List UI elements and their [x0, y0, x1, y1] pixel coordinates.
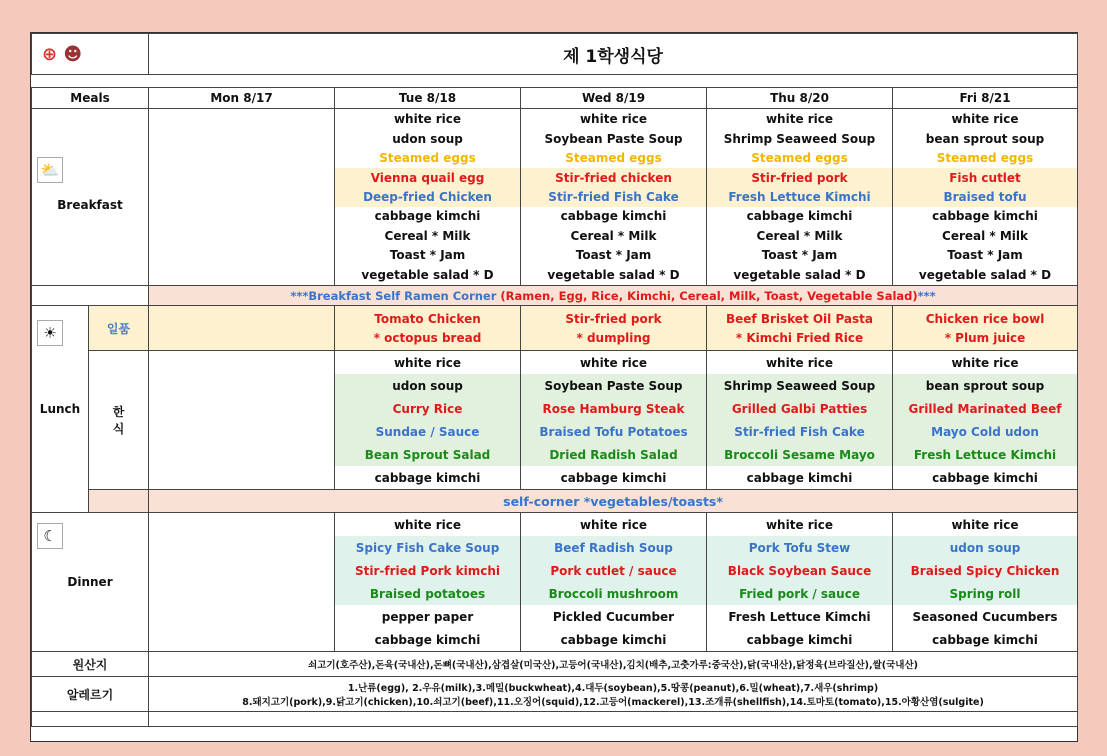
menu-item: Vienna quail egg	[335, 168, 520, 187]
day-header: Thu 8/20	[707, 88, 893, 109]
menu-item: Toast * Jam	[761, 248, 838, 263]
menu-item: cabbage kimchi	[560, 209, 667, 224]
menu-item: cabbage kimchi	[374, 470, 481, 485]
day-header: Tue 8/18	[335, 88, 521, 109]
robot-icon: ⊕	[42, 43, 58, 65]
menu-item: vegetable salad * D	[918, 267, 1052, 282]
dinner-day-3	[707, 513, 893, 652]
ilpum-item: * Kimchi Fried Rice	[735, 330, 864, 345]
menu-item: Toast * Jam	[947, 248, 1023, 263]
menu-item: Fried pork / sauce	[707, 582, 892, 605]
menu-item: Curry Rice	[335, 397, 520, 420]
menu-item: Deep-fried Chicken	[335, 187, 520, 206]
menu-item: cabbage kimchi	[374, 632, 481, 647]
menu-item: white rice	[579, 355, 648, 370]
menu-item: white rice	[765, 112, 834, 127]
meals-label: Meals	[32, 88, 149, 109]
menu-item: udon soup	[893, 536, 1077, 559]
menu-item: Rose Hamburg Steak	[521, 397, 706, 420]
menu-item: Pork Tofu Stew	[707, 536, 892, 559]
menu-item: Cereal * Milk	[570, 228, 657, 243]
menu-item: Stir-fried chicken	[521, 168, 706, 187]
menu-item: Steamed eggs	[565, 151, 662, 166]
menu-item: white rice	[951, 517, 1019, 532]
menu-item: Black Soybean Sauce	[707, 559, 892, 582]
ilpum-label: 일품	[89, 306, 149, 351]
breakfast-day-4	[893, 109, 1078, 286]
footer-row	[32, 712, 1078, 727]
dinner-label: Dinner	[67, 575, 113, 589]
menu-item: Toast * Jam	[575, 248, 652, 263]
allergy-text	[149, 677, 1078, 712]
girl-icon: ☻	[63, 43, 83, 65]
ilpum-item: Stir-fried pork	[565, 311, 662, 326]
menu-item: Pickled Cucumber	[552, 609, 675, 624]
menu-item: Fresh Lettuce Kimchi	[893, 443, 1077, 466]
dinner-day-1	[335, 513, 521, 652]
ilpum-day-1	[335, 306, 521, 351]
lunch-label: Lunch	[39, 402, 81, 416]
menu-item: white rice	[393, 517, 462, 532]
breakfast-label: Breakfast	[57, 198, 123, 212]
menu-item: cabbage kimchi	[560, 470, 667, 485]
sun-icon: ☀	[37, 320, 63, 346]
allergy-line-1: 1.난류(egg), 2.우유(milk),3.메밀(buckwheat),4.대두(soybean),5.땅콩(peanut),6.밀(wheat),7.새우(shrimp)	[347, 683, 879, 694]
spacer-row	[32, 75, 1078, 88]
menu-item: Steamed eggs	[936, 151, 1034, 166]
menu-item: pepper paper	[381, 609, 474, 624]
menu-item: vegetable salad * D	[361, 267, 494, 282]
breakfast-day-0	[149, 109, 335, 286]
menu-item: Broccoli mushroom	[521, 582, 706, 605]
menu-item: Dried Radish Salad	[521, 443, 706, 466]
menu-item: Braised potatoes	[335, 582, 520, 605]
menu-item: udon soup	[392, 131, 463, 146]
breakfast-day-3	[707, 109, 893, 286]
hansik-day-0	[149, 351, 335, 490]
hansik-label-cont	[89, 490, 149, 513]
sun-cloud-icon: ⛅	[37, 157, 63, 183]
menu-item: Beef Radish Soup	[521, 536, 706, 559]
footer-right	[149, 712, 1078, 727]
menu-item: Mayo Cold udon	[893, 420, 1077, 443]
menu-item: vegetable salad * D	[733, 267, 866, 282]
ilpum-item: Beef Brisket Oil Pasta	[726, 311, 874, 326]
origin-row	[32, 652, 1078, 677]
hansik-day-2	[521, 351, 707, 490]
menu-item: white rice	[579, 112, 648, 127]
menu-item: bean sprout soup	[893, 374, 1077, 397]
menu-item: white rice	[951, 355, 1019, 370]
menu-table	[31, 33, 1078, 727]
page-title: 제 1학생식당	[149, 34, 1078, 75]
breakfast-day-2	[521, 109, 707, 286]
menu-item: Spring roll	[893, 582, 1077, 605]
dinner-label-cell	[32, 513, 149, 652]
menu-item: Grilled Galbi Patties	[707, 397, 892, 420]
breakfast-label-cell	[32, 109, 149, 286]
menu-item: cabbage kimchi	[932, 632, 1038, 647]
dinner-day-4	[893, 513, 1078, 652]
hansik-label-2: 식	[112, 422, 125, 436]
ilpum-item: * dumpling	[576, 330, 651, 345]
menu-item: Stir-fried Fish Cake	[707, 420, 892, 443]
menu-sheet	[30, 32, 1078, 742]
allergy-line-2: 8.돼지고기(pork),9.닭고기(chicken),10.쇠고기(beef),11.오징어(squid),12.고등어(mackerel),13.조개류(shellfish),14.토마토(tomato),15.아황산염(sulgite)	[242, 697, 984, 708]
dinner-day-2	[521, 513, 707, 652]
ilpum-item: * octopus bread	[373, 330, 482, 345]
allergy-row	[32, 677, 1078, 712]
origin-text: 쇠고기(호주산),돈육(국내산),돈뼈(국내산),삼겹살(미국산),고등어(국내산),김치(배추,고춧가루:중국산),닭(국내산),닭정육(브라질산),쌀(국내산)	[149, 652, 1078, 677]
hansik-day-1	[335, 351, 521, 490]
menu-item: Cereal * Milk	[384, 228, 471, 243]
menu-item: Cereal * Milk	[942, 228, 1029, 243]
menu-item: Seasoned Cucumbers	[912, 609, 1058, 624]
menu-item: cabbage kimchi	[374, 209, 481, 224]
dinner-row	[32, 513, 1078, 652]
origin-label: 원산지	[32, 652, 149, 677]
ilpum-day-3	[707, 306, 893, 351]
breakfast-row	[32, 109, 1078, 286]
menu-item: Stir-fried Fish Cake	[521, 187, 706, 206]
lunch-ilpum-row	[32, 306, 1078, 351]
dinner-day-0	[149, 513, 335, 652]
menu-item: Stir-fried pork	[707, 168, 892, 187]
ilpum-day-2	[521, 306, 707, 351]
menu-item: Fresh Lettuce Kimchi	[707, 187, 892, 206]
header-icons	[32, 34, 149, 75]
menu-item: Steamed eggs	[751, 151, 848, 166]
menu-item: Toast * Jam	[389, 248, 466, 263]
menu-item: Soybean Paste Soup	[544, 131, 683, 146]
menu-item: cabbage kimchi	[746, 632, 853, 647]
menu-item: cabbage kimchi	[560, 632, 667, 647]
hansik-label	[89, 351, 149, 490]
day-header-row	[32, 88, 1078, 109]
menu-item: Sundae / Sauce	[335, 420, 520, 443]
moon-icon: ☾	[37, 523, 63, 549]
menu-item: Steamed eggs	[379, 151, 476, 166]
menu-item: bean sprout soup	[925, 131, 1045, 146]
ilpum-item: * Plum juice	[944, 330, 1026, 345]
menu-item: white rice	[765, 355, 834, 370]
ilpum-item: Chicken rice bowl	[925, 311, 1045, 326]
menu-item: Cereal * Milk	[756, 228, 843, 243]
menu-item: cabbage kimchi	[746, 470, 853, 485]
hansik-day-4	[893, 351, 1078, 490]
footer-left	[32, 712, 149, 727]
menu-item: Braised Tofu Potatoes	[521, 420, 706, 443]
menu-item: Stir-fried Pork kimchi	[335, 559, 520, 582]
ilpum-item: Tomato Chicken	[374, 311, 481, 326]
day-header: Wed 8/19	[521, 88, 707, 109]
menu-item: Shrimp Seaweed Soup	[707, 374, 892, 397]
menu-item: Broccoli Sesame Mayo	[707, 443, 892, 466]
menu-item: Bean Sprout Salad	[335, 443, 520, 466]
hansik-day-3	[707, 351, 893, 490]
banner-body: (Ramen, Egg, Rice, Kimchi, Cereal, Milk, Toast, Vegetable Salad)	[500, 288, 918, 303]
allergy-label: 알레르기	[32, 677, 149, 712]
menu-item: Fish cutlet	[893, 168, 1077, 187]
menu-item: Soybean Paste Soup	[521, 374, 706, 397]
breakfast-day-1	[335, 109, 521, 286]
day-header: Mon 8/17	[149, 88, 335, 109]
menu-item: Spicy Fish Cake Soup	[335, 536, 520, 559]
breakfast-banner	[149, 286, 1078, 306]
breakfast-banner-row	[32, 286, 1078, 306]
menu-item: cabbage kimchi	[932, 470, 1038, 485]
day-header: Fri 8/21	[893, 88, 1078, 109]
menu-item: cabbage kimchi	[746, 209, 853, 224]
menu-item: vegetable salad * D	[547, 267, 680, 282]
lunch-banner: self-corner *vegetables/toasts*	[149, 490, 1078, 513]
ilpum-day-4	[893, 306, 1078, 351]
menu-item: Braised Spicy Chicken	[893, 559, 1077, 582]
menu-item: white rice	[393, 355, 462, 370]
menu-item: Pork cutlet / sauce	[521, 559, 706, 582]
hansik-label-1: 한	[112, 405, 125, 419]
banner-prefix: ***Breakfast Self Ramen Corner	[290, 288, 501, 303]
menu-item: Braised tofu	[893, 187, 1077, 206]
lunch-banner-row	[32, 490, 1078, 513]
menu-item: white rice	[951, 112, 1019, 127]
banner-suffix: ***	[917, 288, 936, 303]
menu-item: Grilled Marinated Beef	[893, 397, 1077, 420]
menu-item: white rice	[579, 517, 648, 532]
menu-item: cabbage kimchi	[932, 209, 1038, 224]
ilpum-day-0	[149, 306, 335, 351]
lunch-label-cell	[32, 306, 89, 513]
menu-item: Shrimp Seaweed Soup	[723, 131, 876, 146]
lunch-hansik-row	[32, 351, 1078, 490]
menu-item: udon soup	[335, 374, 520, 397]
breakfast-label-cont	[32, 286, 149, 306]
menu-item: Fresh Lettuce Kimchi	[728, 609, 871, 624]
menu-item: white rice	[765, 517, 834, 532]
menu-item: white rice	[393, 112, 462, 127]
